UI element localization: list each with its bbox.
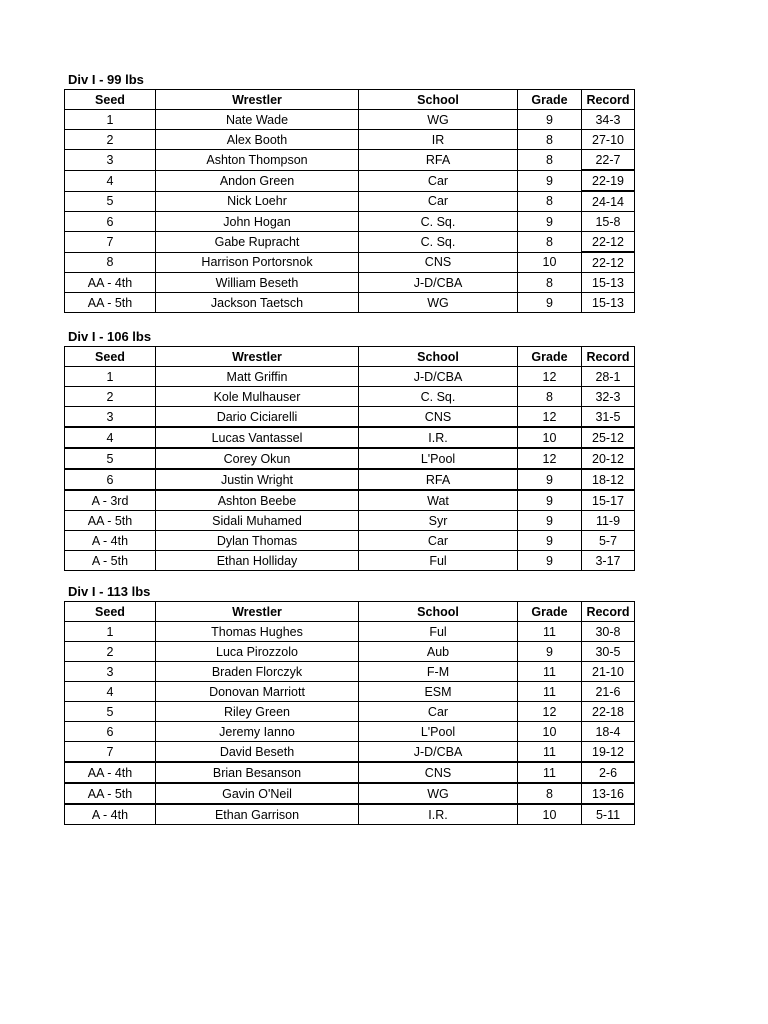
wrestler-cell: Jeremy Ianno [156,722,359,742]
record-cell: 15-17 [582,490,635,511]
school-cell: RFA [359,469,518,490]
table-row [65,367,635,387]
header-record: Record [582,90,635,110]
record-cell: 31-5 [582,407,635,428]
record-cell: 24-14 [582,191,635,212]
wrestler-cell: Nick Loehr [156,191,359,212]
seed-table [64,601,635,825]
seed-cell: 5 [65,702,156,722]
table-row [65,212,635,232]
wrestler-cell: Luca Pirozzolo [156,642,359,662]
seed-cell: AA - 5th [65,783,156,804]
grade-cell: 11 [518,682,582,702]
seed-cell: 4 [65,682,156,702]
grade-cell: 9 [518,642,582,662]
record-cell: 22-7 [582,150,635,171]
header-school: School [359,602,518,622]
seed-cell: A - 4th [65,531,156,551]
school-cell: RFA [359,150,518,171]
school-cell: Ful [359,622,518,642]
grade-cell: 9 [518,551,582,571]
seed-cell: 6 [65,722,156,742]
record-cell: 19-12 [582,742,635,763]
wrestler-cell: David Beseth [156,742,359,763]
record-cell: 34-3 [582,110,635,130]
table-row [65,387,635,407]
record-cell: 28-1 [582,367,635,387]
table-row [65,642,635,662]
table-row [65,273,635,293]
table-row [65,511,635,531]
grade-cell: 9 [518,469,582,490]
seed-cell: 2 [65,130,156,150]
wrestler-cell: Matt Griffin [156,367,359,387]
header-grade: Grade [518,90,582,110]
record-cell: 22-12 [582,232,635,253]
seed-cell: 4 [65,170,156,191]
school-cell: I.R. [359,804,518,825]
school-cell: I.R. [359,427,518,448]
grade-cell: 9 [518,511,582,531]
grade-cell: 12 [518,367,582,387]
record-cell: 15-8 [582,212,635,232]
school-cell: Car [359,702,518,722]
record-cell: 21-6 [582,682,635,702]
school-cell: Wat [359,490,518,511]
school-cell: J-D/CBA [359,742,518,763]
grade-cell: 9 [518,110,582,130]
grade-cell: 11 [518,762,582,783]
record-cell: 15-13 [582,293,635,313]
header-wrestler: Wrestler [156,90,359,110]
grade-cell: 9 [518,170,582,191]
record-cell: 27-10 [582,130,635,150]
table-row [65,469,635,490]
seed-cell: 3 [65,150,156,171]
record-cell: 2-6 [582,762,635,783]
table-row [65,742,635,763]
table-row [65,762,635,783]
wrestler-cell: Lucas Vantassel [156,427,359,448]
grade-cell: 12 [518,407,582,428]
record-cell: 13-16 [582,783,635,804]
school-cell: CNS [359,407,518,428]
seed-cell: 4 [65,427,156,448]
wrestler-cell: Ashton Thompson [156,150,359,171]
table-row [65,531,635,551]
grade-cell: 9 [518,490,582,511]
table-row [65,110,635,130]
grade-cell: 11 [518,662,582,682]
wrestler-cell: Donovan Marriott [156,682,359,702]
wrestler-cell: Sidali Muhamed [156,511,359,531]
record-cell: 11-9 [582,511,635,531]
grade-cell: 8 [518,387,582,407]
table-row [65,662,635,682]
school-cell: C. Sq. [359,232,518,253]
seed-cell: 1 [65,367,156,387]
school-cell: WG [359,293,518,313]
seed-cell: 1 [65,622,156,642]
wrestler-cell: Riley Green [156,702,359,722]
table-row [65,490,635,511]
header-school: School [359,347,518,367]
school-cell: CNS [359,252,518,273]
school-cell: Aub [359,642,518,662]
grade-cell: 10 [518,804,582,825]
table-row [65,448,635,469]
record-cell: 5-7 [582,531,635,551]
seed-cell: AA - 5th [65,293,156,313]
grade-cell: 9 [518,212,582,232]
table-row [65,783,635,804]
grade-cell: 10 [518,252,582,273]
header-row [65,347,635,367]
record-cell: 15-13 [582,273,635,293]
table-row [65,252,635,273]
section-title: Div I - 106 lbs [68,329,152,344]
seed-cell: 8 [65,252,156,273]
record-cell: 22-18 [582,702,635,722]
record-cell: 3-17 [582,551,635,571]
school-cell: L'Pool [359,448,518,469]
record-cell: 18-4 [582,722,635,742]
section-113-lbs [64,583,635,825]
school-cell: C. Sq. [359,212,518,232]
wrestler-cell: Alex Booth [156,130,359,150]
header-record: Record [582,602,635,622]
section-title: Div I - 113 lbs [68,584,151,599]
school-cell: Syr [359,511,518,531]
seed-table [64,89,635,313]
wrestler-cell: Justin Wright [156,469,359,490]
table-row [65,130,635,150]
school-cell: IR [359,130,518,150]
grade-cell: 8 [518,273,582,293]
wrestler-cell: Andon Green [156,170,359,191]
table-row [65,702,635,722]
wrestler-cell: Braden Florczyk [156,662,359,682]
grade-cell: 8 [518,232,582,253]
header-seed: Seed [65,602,156,622]
header-wrestler: Wrestler [156,347,359,367]
seed-cell: 5 [65,448,156,469]
school-cell: WG [359,783,518,804]
section-99-lbs [64,71,635,313]
school-cell: Car [359,531,518,551]
record-cell: 32-3 [582,387,635,407]
school-cell: L'Pool [359,722,518,742]
wrestler-cell: Ethan Holliday [156,551,359,571]
record-cell: 18-12 [582,469,635,490]
wrestler-cell: Corey Okun [156,448,359,469]
table-row [65,551,635,571]
record-cell: 20-12 [582,448,635,469]
wrestler-cell: Brian Besanson [156,762,359,783]
seed-cell: 3 [65,662,156,682]
table-row [65,622,635,642]
seed-cell: A - 3rd [65,490,156,511]
table-row [65,191,635,212]
school-cell: Car [359,191,518,212]
school-cell: WG [359,110,518,130]
grade-cell: 10 [518,427,582,448]
seed-cell: 7 [65,232,156,253]
table-row [65,722,635,742]
wrestler-cell: William Beseth [156,273,359,293]
grade-cell: 12 [518,448,582,469]
wrestler-cell: Nate Wade [156,110,359,130]
record-cell: 22-19 [582,170,635,191]
header-wrestler: Wrestler [156,602,359,622]
header-grade: Grade [518,347,582,367]
table-row [65,407,635,428]
wrestler-cell: Jackson Taetsch [156,293,359,313]
header-grade: Grade [518,602,582,622]
table-row [65,150,635,171]
section-title: Div I - 99 lbs [68,72,144,87]
seed-cell: 5 [65,191,156,212]
wrestler-cell: Kole Mulhauser [156,387,359,407]
seed-cell: 6 [65,469,156,490]
wrestler-cell: Thomas Hughes [156,622,359,642]
header-school: School [359,90,518,110]
table-row [65,427,635,448]
school-cell: C. Sq. [359,387,518,407]
school-cell: CNS [359,762,518,783]
record-cell: 22-12 [582,252,635,273]
wrestler-cell: Ashton Beebe [156,490,359,511]
header-row [65,602,635,622]
record-cell: 21-10 [582,662,635,682]
header-seed: Seed [65,347,156,367]
seed-cell: 2 [65,387,156,407]
school-cell: J-D/CBA [359,273,518,293]
seed-cell: 3 [65,407,156,428]
seed-cell: A - 5th [65,551,156,571]
section-106-lbs [64,328,635,571]
grade-cell: 12 [518,702,582,722]
table-row [65,232,635,253]
wrestler-cell: Dylan Thomas [156,531,359,551]
grade-cell: 8 [518,783,582,804]
grade-cell: 10 [518,722,582,742]
table-row [65,804,635,825]
wrestler-cell: Ethan Garrison [156,804,359,825]
grade-cell: 11 [518,742,582,763]
seed-cell: AA - 4th [65,273,156,293]
grade-cell: 8 [518,130,582,150]
seed-cell: A - 4th [65,804,156,825]
wrestler-cell: Gavin O'Neil [156,783,359,804]
grade-cell: 9 [518,293,582,313]
table-row [65,293,635,313]
header-seed: Seed [65,90,156,110]
seed-table [64,346,635,571]
record-cell: 5-11 [582,804,635,825]
record-cell: 25-12 [582,427,635,448]
seed-cell: 7 [65,742,156,763]
table-row [65,682,635,702]
school-cell: Car [359,170,518,191]
grade-cell: 8 [518,150,582,171]
header-record: Record [582,347,635,367]
record-cell: 30-8 [582,622,635,642]
wrestler-cell: Gabe Rupracht [156,232,359,253]
header-row [65,90,635,110]
table-row [65,170,635,191]
grade-cell: 11 [518,622,582,642]
school-cell: ESM [359,682,518,702]
seed-cell: AA - 4th [65,762,156,783]
wrestler-cell: John Hogan [156,212,359,232]
school-cell: F-M [359,662,518,682]
wrestler-cell: Dario Ciciarelli [156,407,359,428]
school-cell: J-D/CBA [359,367,518,387]
seed-cell: 6 [65,212,156,232]
grade-cell: 9 [518,531,582,551]
seed-cell: AA - 5th [65,511,156,531]
record-cell: 30-5 [582,642,635,662]
school-cell: Ful [359,551,518,571]
grade-cell: 8 [518,191,582,212]
seed-cell: 2 [65,642,156,662]
seed-cell: 1 [65,110,156,130]
wrestler-cell: Harrison Portorsnok [156,252,359,273]
